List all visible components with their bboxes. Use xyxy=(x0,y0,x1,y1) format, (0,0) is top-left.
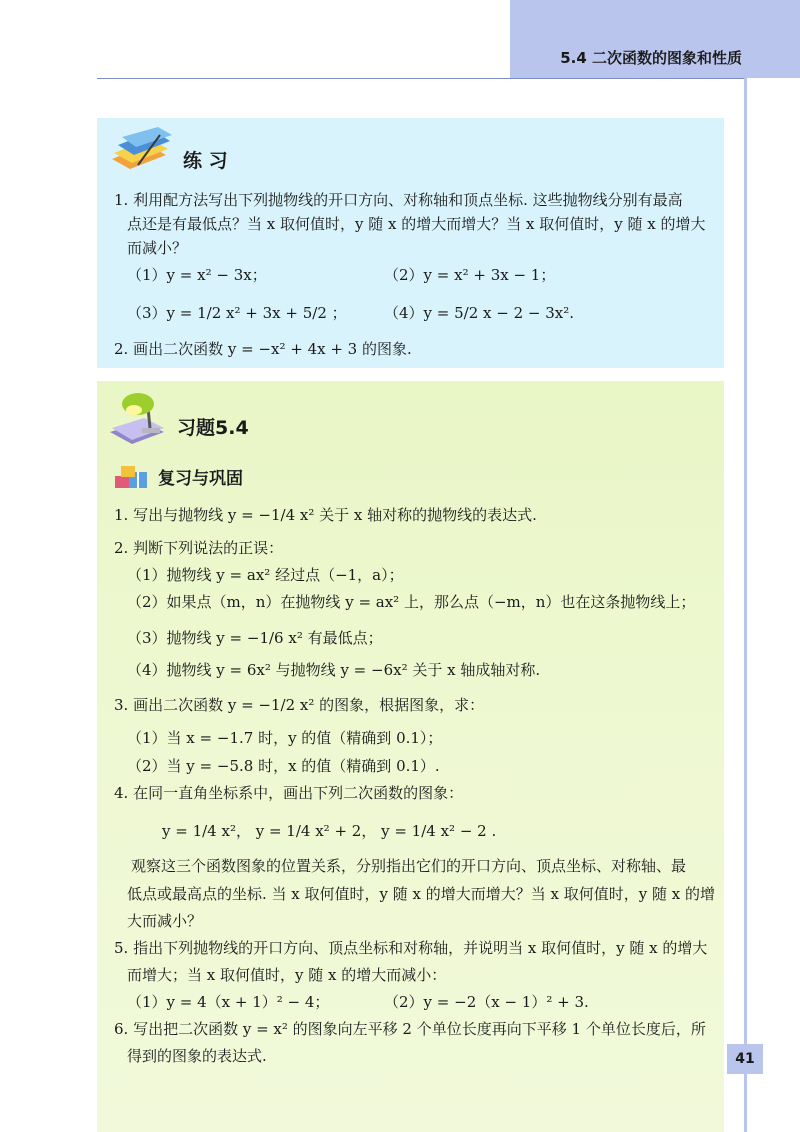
practice-q1-line3: 而减小？ xyxy=(127,239,188,257)
exercise-q2-item4: （4）抛物线 y = 6x² 与抛物线 y = −6x² 关于 x 轴成轴对称. xyxy=(127,661,541,679)
exercise-q3-stem: 3. 画出二次函数 y = −1/2 x² 的图象，根据图象，求： xyxy=(114,696,485,714)
header-rule xyxy=(97,78,745,79)
desk-lamp-icon xyxy=(108,388,172,448)
exercise-title: 习题5.4 xyxy=(177,417,249,439)
exercise-q6-line2: 得到的图象的表达式. xyxy=(127,1047,267,1065)
side-rule xyxy=(744,78,747,1132)
exercise-q2-item2: （2）如果点（m，n）在抛物线 y = ax² 上，那么点（−m，n）也在这条抛物线上； xyxy=(127,593,696,611)
exercise-q5-item1: （1）y = 4（x + 1）² − 4； xyxy=(127,993,330,1011)
practice-q2: 2. 画出二次函数 y = −x² + 4x + 3 的图象. xyxy=(114,340,412,358)
exercise-q2-item3: （3）抛物线 y = −1/6 x² 有最低点； xyxy=(127,629,383,647)
exercise-q1: 1. 写出与抛物线 y = −1/4 x² 关于 x 轴对称的抛物线的表达式. xyxy=(114,506,537,524)
exercise-q4-stem: 4. 在同一直角坐标系中，画出下列二次函数的图象： xyxy=(114,784,464,802)
exercise-q5-item2: （2）y = −2（x − 1）² + 3. xyxy=(384,993,589,1011)
exercise-q4-formula: y = 1/4 x²， y = 1/4 x² + 2， y = 1/4 x² − 2 . xyxy=(162,822,497,840)
exercise-q4-line1: 观察这三个函数图象的位置关系，分别指出它们的开口方向、顶点坐标、对称轴、最 xyxy=(131,857,687,875)
page-number: 41 xyxy=(727,1044,763,1074)
exercise-q5-line1: 5. 指出下列抛物线的开口方向、顶点坐标和对称轴，并说明当 x 取何值时，y 随 x 的增大 xyxy=(114,939,708,957)
practice-q1-item3: （3）y = 1/2 x² + 3x + 5/2 ； xyxy=(127,304,347,322)
practice-q1-item2: （2）y = x² + 3x − 1； xyxy=(384,266,556,284)
practice-title: 练 习 xyxy=(183,150,228,172)
section-title: 5.4 二次函数的图象和性质 xyxy=(560,49,742,67)
exercise-q6-line1: 6. 写出把二次函数 y = x² 的图象向左平移 2 个单位长度再向下平移 1 个单位长度后，所 xyxy=(114,1020,706,1038)
exercise-q2-item1: （1）抛物线 y = ax² 经过点（−1，a）； xyxy=(127,566,404,584)
practice-q1-item1: （1）y = x² − 3x； xyxy=(127,266,267,284)
exercise-subtitle: 复习与巩固 xyxy=(158,469,243,489)
practice-books-icon xyxy=(108,125,176,173)
gift-boxes-icon xyxy=(113,462,151,490)
exercise-q3-item2: （2）当 y = −5.8 时，x 的值（精确到 0.1）. xyxy=(127,757,440,775)
practice-q1-line2: 点还是有最低点？当 x 取何值时，y 随 x 的增大而增大？当 x 取何值时，y 随 x 的增大 xyxy=(127,215,706,233)
exercise-q5-line2: 而增大；当 x 取何值时，y 随 x 的增大而减小： xyxy=(127,966,447,984)
practice-q1-line1: 1. 利用配方法写出下列抛物线的开口方向、对称轴和顶点坐标. 这些抛物线分别有最高 xyxy=(114,191,683,209)
practice-q1-item4: （4）y = 5/2 x − 2 − 3x². xyxy=(384,304,575,322)
exercise-q4-line2: 低点或最高点的坐标. 当 x 取何值时，y 随 x 的增大而增大？当 x 取何值时，y 随 x 的增 xyxy=(127,885,716,903)
exercise-q3-item1: （1）当 x = −1.7 时，y 的值（精确到 0.1）； xyxy=(127,729,443,747)
exercise-q4-line3: 大而减小？ xyxy=(127,912,203,930)
exercise-q2-stem: 2. 判断下列说法的正误： xyxy=(114,539,284,557)
